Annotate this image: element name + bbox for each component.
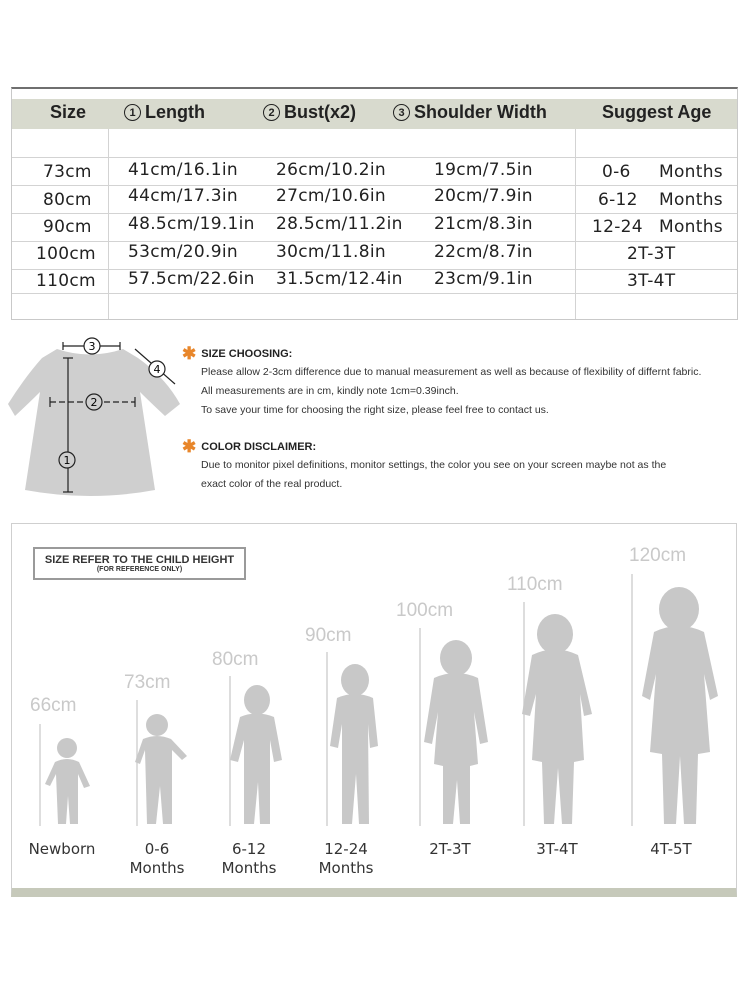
- cell-age-unit: Months: [659, 162, 723, 182]
- cell-bust: 31.5cm/12.4in: [276, 269, 403, 289]
- cell-size: 73cm: [43, 162, 92, 182]
- size-choosing-section: [182, 344, 702, 420]
- cell-size: 80cm: [43, 190, 92, 210]
- cell-bust: 30cm/11.8in: [276, 242, 386, 262]
- size-table: [11, 87, 738, 320]
- child-silhouette: [45, 738, 90, 824]
- cell-size: 110cm: [36, 271, 96, 291]
- circled-number: 1: [124, 104, 141, 121]
- dress-measurement-diagram: [5, 332, 190, 502]
- child-silhouette: [330, 664, 378, 824]
- cell-shoulder: 22cm/8.7in: [434, 242, 533, 262]
- circled-number: 3: [393, 104, 410, 121]
- child-silhouette: [424, 640, 488, 824]
- color-disclaimer-line: exact color of the real product.: [201, 478, 343, 490]
- table-divider: [12, 157, 737, 158]
- cell-age: 0-6: [602, 162, 631, 182]
- cell-shoulder: 19cm/7.5in: [434, 160, 533, 180]
- header-shoulder: [393, 102, 547, 123]
- cell-size: 90cm: [43, 217, 92, 237]
- asterisk-icon: ✱: [182, 437, 197, 456]
- cell-shoulder: 21cm/8.3in: [434, 214, 533, 234]
- height-reference-panel: [11, 523, 737, 897]
- cell-length: 44cm/17.3in: [128, 186, 238, 206]
- cell-bust: 27cm/10.6in: [276, 186, 386, 206]
- age-label: 4T-5T: [650, 840, 692, 858]
- table-divider: [12, 293, 737, 294]
- header-size: Size: [50, 102, 87, 122]
- color-disclaimer-line: Due to monitor pixel definitions, monitor settings, the color you see on your screen maybe not as the: [201, 459, 667, 471]
- cell-size: 100cm: [36, 244, 96, 264]
- age-label: 6-12 Months: [221, 840, 277, 877]
- height-silhouettes: [12, 524, 738, 834]
- height-label: 73cm: [124, 672, 171, 693]
- height-label: 110cm: [507, 574, 563, 595]
- header-bust: [263, 102, 356, 123]
- header-length-label: Length: [145, 102, 205, 122]
- header-length: [124, 102, 205, 123]
- cell-bust: 28.5cm/11.2in: [276, 214, 403, 234]
- size-choosing-line: Please allow 2-3cm difference due to manual measurement as well as because of flexibility of differnt fabric.: [201, 366, 702, 378]
- size-choosing-line: All measurements are in cm, kindly note 1cm=0.39inch.: [201, 385, 459, 397]
- header-bust-label: Bust(x2): [284, 102, 357, 122]
- child-silhouette: [522, 614, 592, 824]
- cell-length: 48.5cm/19.1in: [128, 214, 255, 234]
- circled-number: 2: [263, 104, 280, 121]
- cell-age-unit: Months: [659, 190, 723, 210]
- height-reference-subtitle: (FOR REFERENCE ONLY): [96, 566, 183, 573]
- cell-age: 6-12: [598, 190, 638, 210]
- height-label: 100cm: [396, 600, 454, 621]
- cell-age: 3T-4T: [627, 271, 676, 291]
- marker-shoulder: 3: [88, 340, 96, 353]
- cell-age-unit: Months: [659, 217, 723, 237]
- marker-bust: 2: [90, 396, 98, 409]
- cell-age: 12-24: [592, 217, 643, 237]
- cell-shoulder: 20cm/7.9in: [434, 186, 533, 206]
- child-silhouette: [135, 714, 187, 824]
- size-choosing-line: To save your time for choosing the right size, please feel free to contact us.: [201, 404, 549, 416]
- cell-age: 2T-3T: [627, 244, 676, 264]
- cell-shoulder: 23cm/9.1in: [434, 269, 533, 289]
- age-label: 2T-3T: [429, 840, 471, 858]
- header-age: Suggest Age: [602, 102, 712, 122]
- cell-length: 53cm/20.9in: [128, 242, 238, 262]
- marker-length: 1: [63, 454, 71, 467]
- child-silhouette: [642, 587, 718, 824]
- height-label: 120cm: [629, 545, 687, 566]
- color-disclaimer-title: ✱ COLOR DISCLAIMER:: [182, 437, 317, 456]
- age-label: Newborn: [28, 840, 96, 858]
- height-reference-title: SIZE REFER TO THE CHILD HEIGHT: [44, 554, 235, 566]
- height-label: 90cm: [305, 625, 352, 646]
- cell-bust: 26cm/10.2in: [276, 160, 386, 180]
- age-label: 3T-4T: [536, 840, 578, 858]
- height-label: 80cm: [212, 649, 259, 670]
- color-disclaimer-section: [182, 437, 667, 494]
- asterisk-icon: ✱: [182, 344, 197, 363]
- child-silhouette: [230, 685, 282, 824]
- cell-length: 57.5cm/22.6in: [128, 269, 255, 289]
- cell-length: 41cm/16.1in: [128, 160, 238, 180]
- size-choosing-title: ✱ SIZE CHOOSING:: [182, 344, 293, 363]
- marker-sleeve: 4: [153, 363, 161, 376]
- age-label: 12-24 Months: [318, 840, 374, 877]
- header-shoulder-label: Shoulder Width: [414, 102, 547, 122]
- age-label: 0-6 Months: [129, 840, 185, 877]
- height-label: 66cm: [30, 695, 77, 716]
